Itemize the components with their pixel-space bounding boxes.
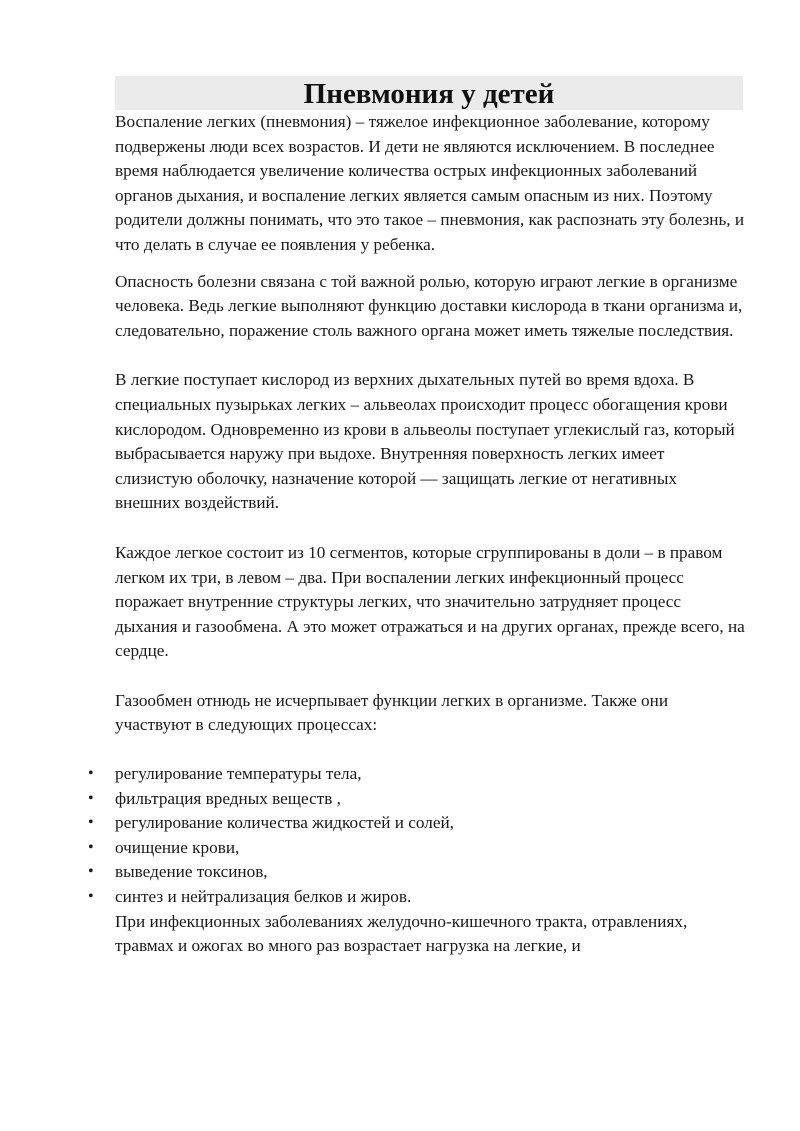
document-body bbox=[88, 110, 745, 959]
list-item-text: регулирование количества жидкостей и солей, bbox=[115, 813, 454, 833]
functions-list bbox=[88, 762, 745, 910]
paragraph-oxygen: В легкие поступает кислород из верхних дыхательных путей во время вдоха. В специальных пузырьках легких – альвеолах происходит процесс обогащения крови кислородом. Одновременно из крови в альвеолы поступает углекислый газ, который выбрасывается наружу при выдохе. Внутренняя поверхность легких имеет слизистую оболочку, назначение которой — защищать легкие от негативных внешних воздействий. bbox=[115, 370, 735, 513]
bullet-marker: • bbox=[88, 888, 94, 906]
list-item bbox=[88, 787, 745, 812]
list-item bbox=[88, 811, 745, 836]
list-item bbox=[88, 762, 745, 787]
list-item bbox=[88, 860, 745, 885]
list-item bbox=[88, 885, 745, 910]
paragraph-segments: Каждое легкое состоит из 10 сегментов, которые сгруппированы в доли – в правом легком их три, в левом – два. При воспалении легких инфекционный процесс поражает внутренние структуры легких, что значительно затрудняет процесс дыхания и газообмена. А это может отражаться и на других органах, прежде всего, на сердце. bbox=[115, 542, 745, 661]
list-item-text: синтез и нейтрализация белков и жиров. bbox=[115, 887, 412, 907]
list-item-text: очищение крови, bbox=[115, 837, 240, 857]
list-item-text: выведение токсинов, bbox=[115, 862, 268, 882]
title-bar bbox=[115, 76, 743, 110]
bullet-marker: • bbox=[88, 838, 94, 856]
bullet-marker: • bbox=[88, 863, 94, 881]
bullet-marker: • bbox=[88, 814, 94, 832]
bullet-marker: • bbox=[88, 789, 94, 807]
document-title: Пневмония у детей bbox=[303, 78, 555, 110]
paragraph-load: При инфекционных заболеваниях желудочно-кишечного тракта, отравлениях, травмах и ожогах во много раз возрастает нагрузка на легкие, и bbox=[115, 911, 688, 956]
list-item-text: регулирование температуры тела, bbox=[115, 764, 362, 784]
paragraph-danger: Опасность болезни связана с той важной ролью, которую играют легкие в организме человека. Ведь легкие выполняют функцию доставки кислорода в ткани организма и, следовательно, поражение столь важного органа может иметь тяжелые последствия. bbox=[115, 271, 743, 340]
list-item-text: фильтрация вредных веществ , bbox=[115, 788, 341, 808]
list-item bbox=[88, 836, 745, 861]
paragraph-intro: Воспаление легких (пневмония) – тяжелое инфекционное заболевание, которому подвержены люди всех возрастов. И дети не являются исключением. В последнее время наблюдается увеличение количества острых инфекционных заболеваний органов дыхания, и воспаление легких является самым опасным из них. Поэтому родители должны понимать, что это такое – пневмония, как распознать эту болезнь, и что делать в случае ее появления у ребенка. bbox=[115, 112, 745, 254]
paragraph-functions: Газообмен отнюдь не исчерпывает функции легких в организме. Также они участвуют в следующих процессах: bbox=[115, 690, 669, 735]
bullet-marker: • bbox=[88, 765, 94, 783]
